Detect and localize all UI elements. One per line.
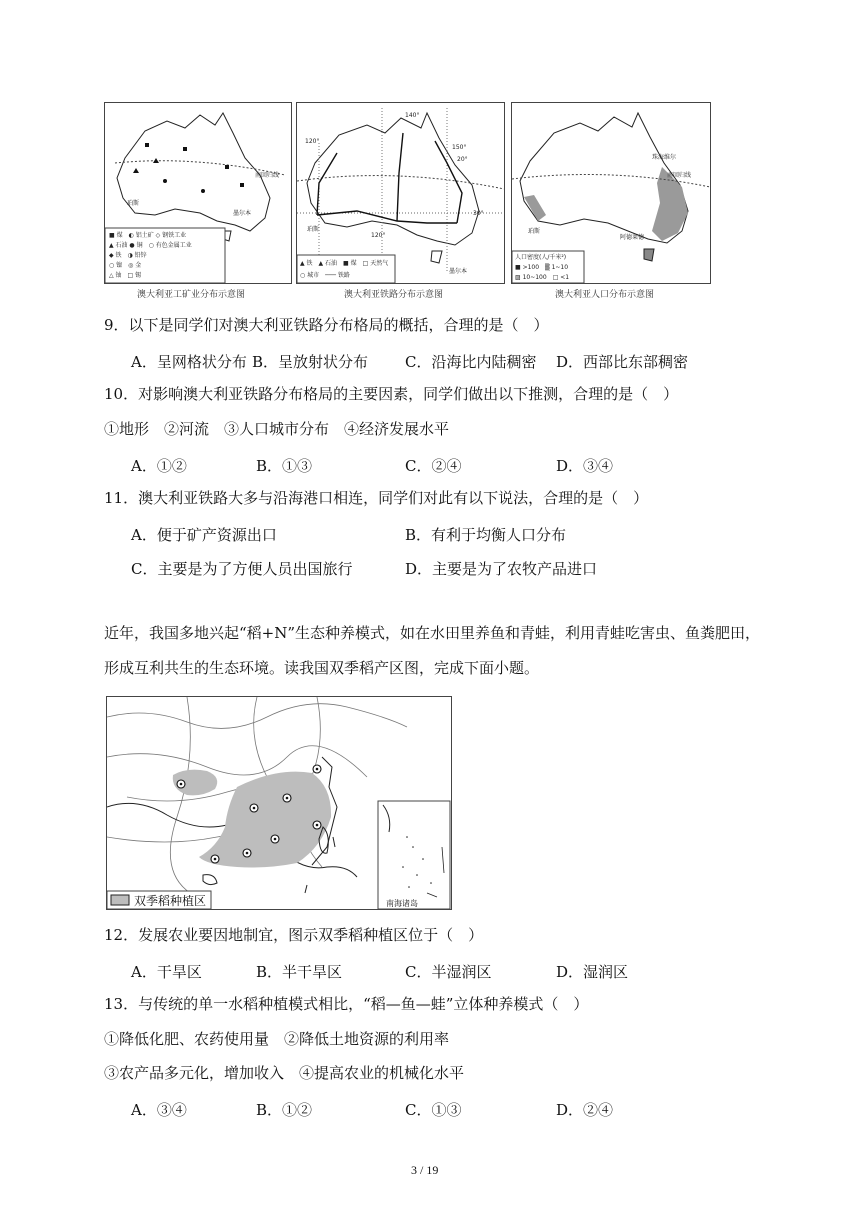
question-11-stem: 11．澳大利亚铁路大多与沿海港口相连，同学们对此有以下说法，合理的是（ ） [104, 489, 649, 507]
china-map-legend-label: 双季稻种植区 [134, 894, 207, 908]
svg-text:墨尔本: 墨尔本 [233, 210, 252, 217]
question-10-items: ①地形 ②河流 ③人口城市分布 ④经济发展水平 [104, 420, 450, 438]
population-map-graphic [512, 103, 710, 283]
svg-text:150°: 150° [452, 144, 467, 151]
svg-text:珀斯: 珀斯 [127, 200, 140, 207]
svg-text:珀斯: 珀斯 [307, 226, 320, 233]
svg-text:◆ 铁 ◑ 铅锌: ◆ 铁 ◑ 铅锌 [109, 252, 147, 259]
svg-text:珀斯: 珀斯 [528, 228, 541, 235]
svg-text:南回归线: 南回归线 [667, 172, 692, 179]
question-11-option-a[interactable]: A．便于矿产资源出口 [131, 526, 277, 544]
mining-map [104, 102, 292, 284]
question-10-option-d[interactable]: D．③④ [556, 457, 614, 475]
svg-text:120°: 120° [371, 232, 386, 239]
svg-text:○ 镍 ◎ 金: ○ 镍 ◎ 金 [109, 262, 142, 269]
railway-map-graphic [297, 103, 504, 283]
svg-text:140°: 140° [405, 112, 420, 119]
question-12-option-c[interactable]: C．半湿润区 [405, 963, 492, 981]
question-13-option-a[interactable]: A．③④ [131, 1101, 187, 1119]
intro-line-1: 近年，我国多地兴起“稻+N”生态种养模式，如在水田里养鱼和青蛙，利用青蛙吃害虫、鱼粪肥田， [104, 624, 761, 642]
population-map [511, 102, 711, 284]
intro-line-2: 形成互利共生的生态环境。读我国双季稻产区图，完成下面小题。 [104, 659, 540, 677]
page-number: 3 / 19 [411, 1163, 439, 1177]
mining-map-graphic [105, 103, 291, 283]
question-13-line-2: ③农产品多元化，增加收入 ④提高农业的机械化水平 [104, 1064, 465, 1082]
svg-text:阿德莱德: 阿德莱德 [620, 234, 645, 241]
inset-label: 南海诸岛 [386, 899, 418, 908]
svg-text:墨尔本: 墨尔本 [449, 268, 468, 275]
svg-text:▨ 10~100 □ <1: ▨ 10~100 □ <1 [515, 274, 570, 281]
svg-text:○ 城市 ─── 铁路: ○ 城市 ─── 铁路 [300, 272, 350, 279]
railway-map [296, 102, 505, 284]
svg-text:■ 煤 ◐ 铝土矿 ◇ 钢铁工业: ■ 煤 ◐ 铝土矿 ◇ 钢铁工业 [109, 232, 187, 239]
question-13-option-c[interactable]: C．①③ [405, 1101, 462, 1119]
question-12-option-a[interactable]: A．干旱区 [131, 963, 202, 981]
question-10-option-a[interactable]: A．①② [131, 457, 187, 475]
question-11-option-d[interactable]: D．主要是为了农牧产品进口 [405, 560, 598, 578]
svg-text:▲ 铁 ▲ 石油 ■ 煤 □ 天然气: ▲ 铁 ▲ 石油 ■ 煤 □ 天然气 [300, 260, 389, 267]
question-11-option-b[interactable]: B．有利于均衡人口分布 [405, 526, 567, 544]
question-13-option-d[interactable]: D．②④ [556, 1101, 614, 1119]
question-9-option-d[interactable]: D．西部比东部稠密 [556, 353, 689, 371]
question-10-stem: 10．对影响澳大利亚铁路分布格局的主要因素，同学们做出以下推测，合理的是（ ） [104, 385, 679, 403]
svg-text:珠海维尔: 珠海维尔 [652, 154, 677, 161]
svg-text:南回归线: 南回归线 [255, 172, 280, 179]
svg-text:▲ 石油 ● 铜 ○ 有色金属工业: ▲ 石油 ● 铜 ○ 有色金属工业 [109, 242, 192, 249]
svg-text:120°: 120° [305, 138, 320, 145]
question-9-option-b[interactable]: B．呈放射状分布 [252, 353, 369, 371]
question-12-stem: 12．发展农业要因地制宜，图示双季稻种植区位于（ ） [104, 926, 484, 944]
question-9-option-a[interactable]: A．呈网格状分布 [131, 353, 247, 371]
svg-text:30°: 30° [473, 210, 484, 217]
question-13-option-b[interactable]: B．①② [256, 1101, 313, 1119]
question-12-option-b[interactable]: B．半干旱区 [256, 963, 343, 981]
question-10-option-c[interactable]: C．②④ [405, 457, 462, 475]
question-9-stem: 9．以下是同学们对澳大利亚铁路分布格局的概括，合理的是（ ） [104, 316, 549, 334]
question-13-stem: 13．与传统的单一水稻种植模式相比，“稻—鱼—蛙”立体种养模式（ ） [104, 995, 589, 1013]
china-rice-map [106, 696, 452, 910]
question-9-option-c[interactable]: C．沿海比内陆稠密 [405, 353, 537, 371]
svg-text:20°: 20° [457, 156, 468, 163]
question-12-option-d[interactable]: D．湿润区 [556, 963, 629, 981]
population-map-caption: 澳大利亚人口分布示意图 [555, 290, 655, 300]
question-10-option-b[interactable]: B．①③ [256, 457, 313, 475]
question-13-line-1: ①降低化肥、农药使用量 ②降低土地资源的利用率 [104, 1030, 450, 1048]
china-rice-map-graphic [107, 697, 451, 909]
svg-text:△ 铀 □ 锡: △ 铀 □ 锡 [109, 272, 142, 279]
svg-text:人口密度(人/千米²): 人口密度(人/千米²) [515, 254, 567, 261]
svg-text:■ >100 ▒ 1~10: ■ >100 ▒ 1~10 [515, 264, 569, 271]
question-11-option-c[interactable]: C．主要是为了方便人员出国旅行 [131, 560, 353, 578]
mining-map-caption: 澳大利亚工矿业分布示意图 [137, 290, 246, 300]
railway-map-caption: 澳大利亚铁路分布示意图 [344, 290, 444, 300]
